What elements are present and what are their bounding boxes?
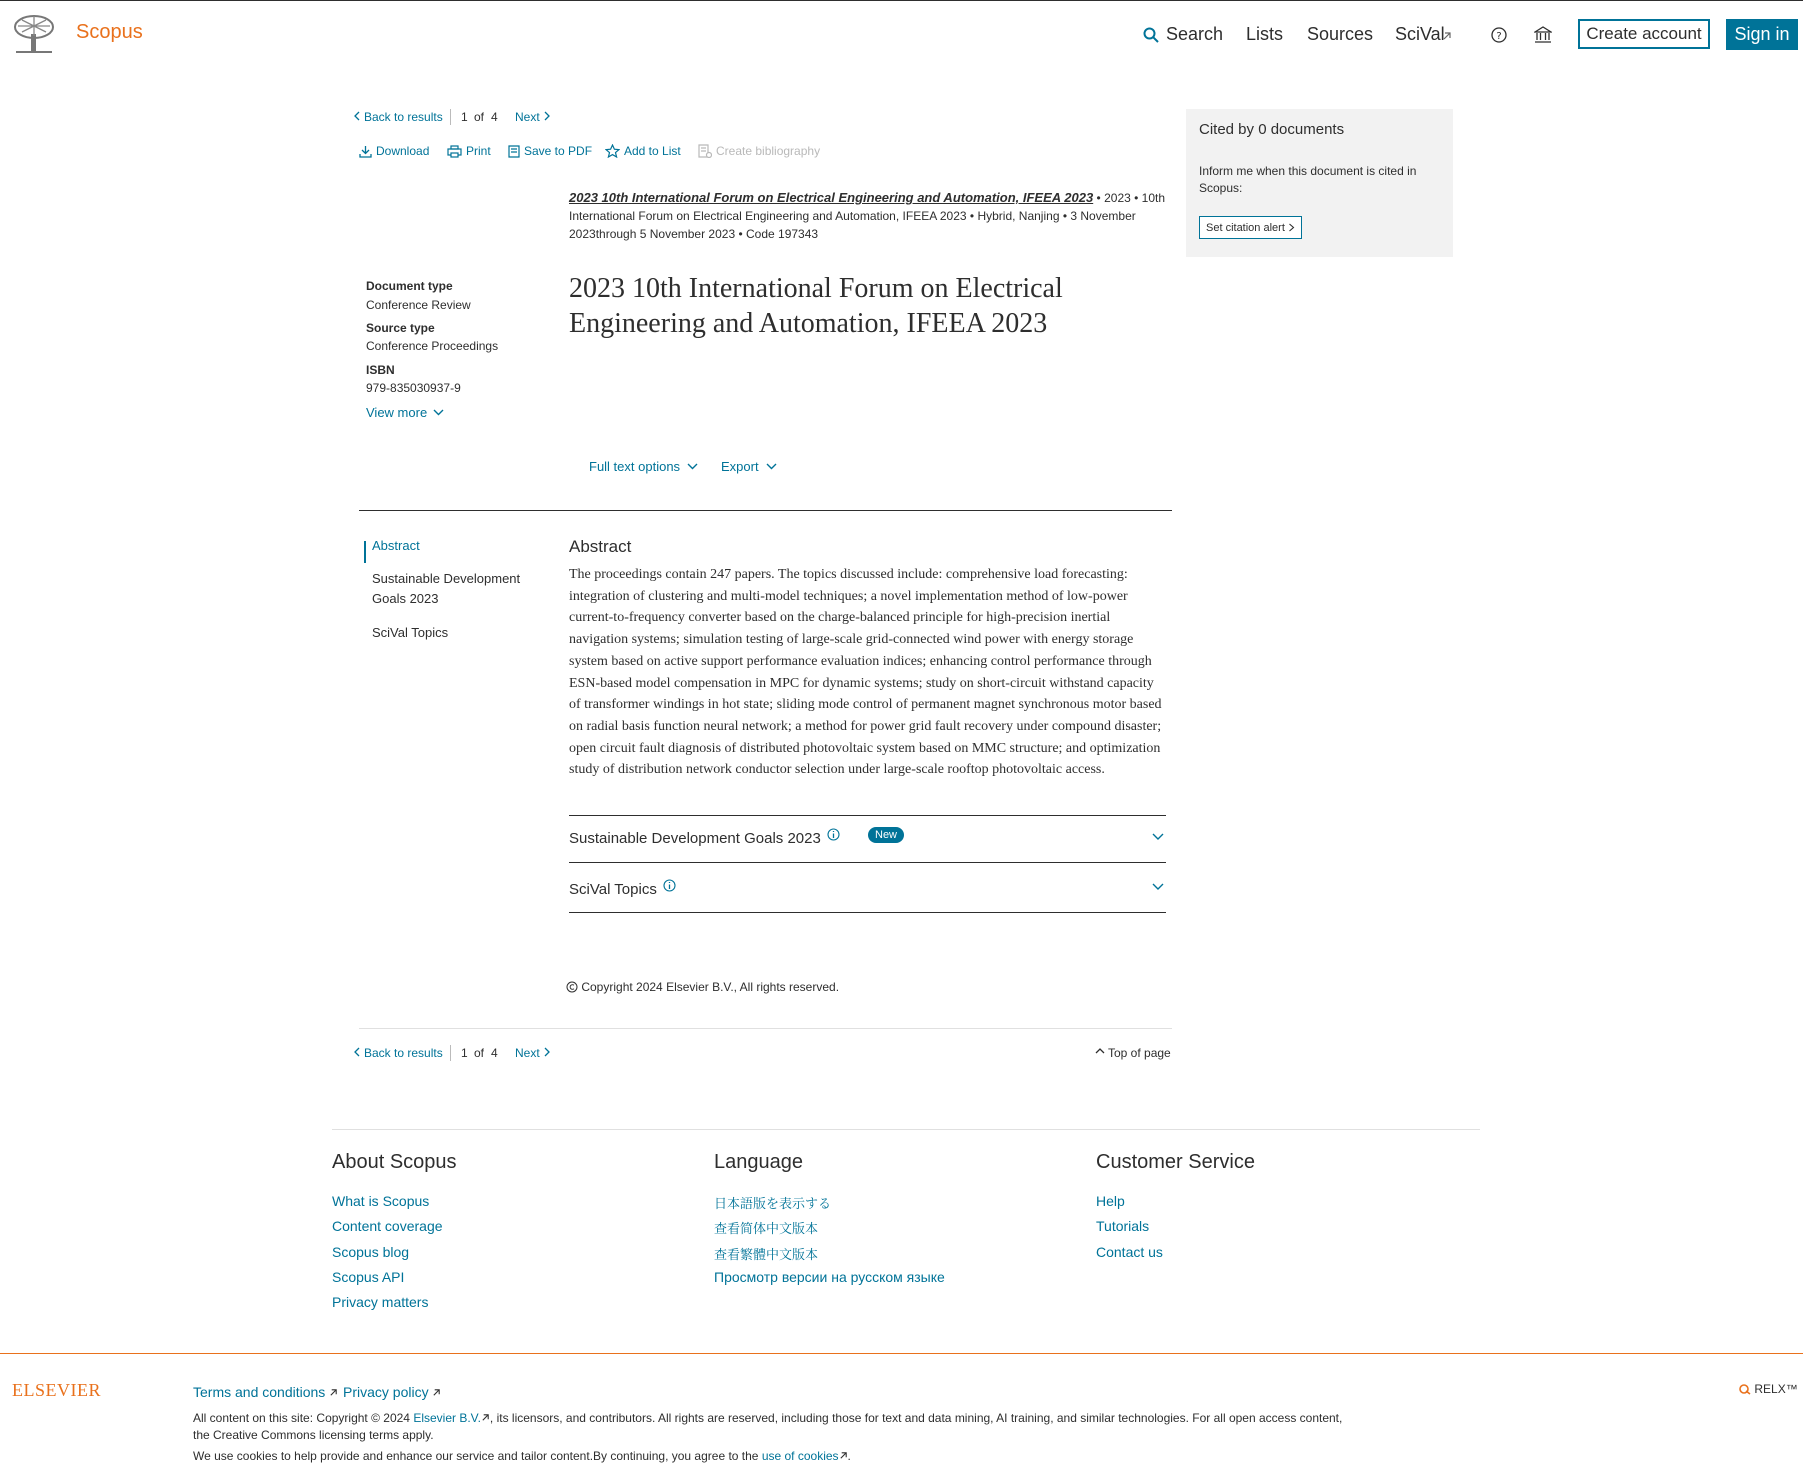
scival-accordion[interactable] — [569, 863, 1166, 912]
footer-copyright-prefix: All content on this site: Copyright © 2024 — [193, 1411, 410, 1425]
export-button[interactable] — [721, 459, 777, 474]
nav-lists[interactable]: Lists — [1246, 24, 1284, 44]
isbn-label: ISBN — [366, 363, 395, 377]
cited-by-text: Inform me when this document is cited in Scopus: — [1199, 164, 1417, 195]
chevron-right-icon — [543, 1047, 551, 1057]
set-citation-alert-button[interactable] — [1199, 216, 1302, 239]
create-bibliography-label: Create bibliography — [716, 144, 821, 158]
chevron-left-icon — [353, 1047, 361, 1057]
isbn-value: 979-835030937-9 — [366, 381, 461, 395]
relx-logo[interactable] — [1739, 1382, 1798, 1396]
search-icon[interactable] — [1143, 27, 1159, 43]
download-label: Download — [376, 144, 430, 158]
footer-link-what-is-scopus[interactable]: What is Scopus — [332, 1193, 430, 1209]
side-nav-active-indicator — [364, 541, 366, 563]
side-nav-sdg[interactable]: Sustainable Development Goals 2023 — [372, 571, 521, 606]
top-border — [0, 0, 1803, 1]
nav-search[interactable]: Search — [1166, 24, 1224, 44]
source-type-value: Conference Proceedings — [366, 339, 499, 353]
footer-service-heading: Customer Service — [1096, 1151, 1255, 1173]
source-year: 2023 — [1104, 191, 1131, 205]
new-badge: New — [868, 827, 904, 843]
side-nav-abstract[interactable]: Abstract — [372, 538, 420, 553]
full-text-options-button[interactable] — [589, 459, 698, 474]
set-citation-alert-label: Set citation alert — [1206, 221, 1285, 234]
pager-current: 1 — [461, 1046, 468, 1060]
view-more-button[interactable] — [366, 405, 444, 420]
save-pdf-button[interactable] — [508, 144, 592, 158]
svg-text:?: ? — [1496, 31, 1502, 42]
external-link-icon — [839, 1451, 848, 1460]
footer-link-russian[interactable]: Просмотр версии на русском языке — [714, 1269, 945, 1285]
footer-link-simplified-chinese[interactable]: 查看简体中文版本 — [714, 1222, 819, 1237]
sign-in-button[interactable]: Sign in — [1726, 19, 1798, 50]
external-link-icon — [481, 1413, 490, 1422]
chevron-down-icon[interactable] — [1152, 883, 1164, 891]
document-title: 2023 10th International Forum on Electrical Engineering and Automation, IFEEA 2023 — [569, 273, 1063, 339]
external-link-icon — [1442, 31, 1452, 41]
save-pdf-label: Save to PDF — [524, 144, 593, 158]
copyright-notice — [566, 980, 839, 994]
create-bibliography-button — [698, 144, 820, 158]
chevron-down-icon — [766, 463, 777, 470]
footer-link-scopus-blog[interactable]: Scopus blog — [332, 1244, 410, 1260]
back-to-results-link[interactable]: Back to results — [364, 1046, 443, 1060]
footer-link-tutorials[interactable]: Tutorials — [1096, 1218, 1150, 1234]
copyright-icon — [566, 981, 578, 993]
pager-total: 4 — [491, 110, 498, 124]
chevron-left-icon — [353, 111, 361, 121]
next-link[interactable]: Next — [515, 110, 540, 124]
privacy-label: Privacy policy — [343, 1384, 429, 1400]
bibliography-icon — [698, 144, 712, 158]
footer-link-japanese[interactable]: 日本語版を表示する — [714, 1197, 832, 1212]
footer-orange-divider — [0, 1353, 1803, 1354]
source-dates: 3 November 2023through 5 November 2023 — [569, 209, 1136, 241]
chevron-right-icon — [543, 111, 551, 121]
footer-link-contact-us[interactable]: Contact us — [1096, 1244, 1163, 1260]
export-label: Export — [721, 459, 759, 474]
sdg-accordion-title: Sustainable Development Goals 2023 — [569, 830, 821, 847]
download-icon — [359, 145, 372, 158]
scopus-logo[interactable]: Scopus — [76, 21, 143, 43]
print-label: Print — [466, 144, 491, 158]
add-to-list-button[interactable] — [605, 144, 681, 158]
section-divider — [359, 510, 1172, 511]
privacy-policy-link[interactable] — [343, 1384, 441, 1400]
next-link[interactable]: Next — [515, 1046, 540, 1060]
scival-accordion-title: SciVal Topics — [569, 881, 657, 898]
footer-about-heading: About Scopus — [332, 1151, 457, 1173]
footer-language-heading: Language — [714, 1151, 803, 1173]
footer-copyright-suffix: , its licensors, and contributors. All rights are reserved, including those for text and data mining, AI training, and similar technologies. For all open access content, the Creative Commons licensing terms apply. — [193, 1411, 1343, 1442]
footer-link-scopus-api[interactable]: Scopus API — [332, 1269, 405, 1285]
external-link-icon — [329, 1388, 338, 1397]
pager-divider — [450, 1045, 451, 1061]
create-account-button[interactable]: Create account — [1578, 19, 1710, 49]
footer-divider — [332, 1129, 1480, 1130]
print-button[interactable] — [447, 144, 491, 158]
pdf-icon — [508, 145, 520, 158]
relx-mark-icon — [1739, 1383, 1751, 1395]
info-icon[interactable] — [827, 828, 840, 841]
source-title-link[interactable]: 2023 10th International Forum on Electrical Engineering and Automation, IFEEA 2023 — [569, 190, 1094, 205]
source-conference: 10th International Forum on Electrical Engineering and Automation, IFEEA 2023 — [569, 191, 1166, 223]
full-text-label: Full text options — [589, 459, 681, 474]
pager-current: 1 — [461, 110, 468, 124]
source-type-label: Source type — [366, 321, 435, 335]
footer-link-content-coverage[interactable]: Content coverage — [332, 1218, 443, 1234]
elsevier-logo[interactable]: ELSEVIER — [12, 1380, 101, 1400]
footer-cookies-text: We use cookies to help provide and enhance our service and tailor content.By continuing, you agree to the use of cookies . — [193, 1449, 851, 1463]
chevron-up-icon — [1095, 1047, 1105, 1055]
footer-link-privacy-matters[interactable]: Privacy matters — [332, 1294, 429, 1310]
print-icon — [447, 145, 462, 158]
source-info: 2023 10th International Forum on Electrical Engineering and Automation, IFEEA 2023 • 2023 • 10th International Forum on Electrical Engineering and Automation, IFEEA 2023 • Hybrid, Nanjing • 3 November 2023through 5 November 2023 • Code 197343 — [569, 190, 1166, 241]
bottom-pager-divider — [359, 1028, 1172, 1029]
add-to-list-label: Add to List — [624, 144, 681, 158]
pager-of: of — [474, 1046, 485, 1060]
help-icon[interactable] — [1491, 27, 1507, 43]
accordion-divider — [569, 912, 1166, 913]
source-location: Hybrid, Nanjing — [977, 209, 1060, 223]
institution-icon[interactable] — [1534, 26, 1552, 44]
elsevier-bv-link[interactable]: Elsevier B.V. — [413, 1411, 481, 1425]
use-of-cookies-link[interactable]: use of cookies — [761, 1449, 839, 1463]
info-icon[interactable] — [663, 879, 676, 892]
footer-link-help[interactable]: Help — [1096, 1193, 1125, 1209]
chevron-down-icon[interactable] — [1152, 833, 1164, 841]
pager-total: 4 — [491, 1046, 498, 1060]
doc-type-value: Conference Review — [366, 298, 471, 312]
footer-copyright-text — [193, 1410, 1353, 1444]
chevron-right-icon — [1288, 223, 1295, 232]
top-of-page-link[interactable]: Top of page — [1108, 1046, 1171, 1060]
star-icon — [605, 144, 620, 158]
terms-and-conditions-link[interactable] — [193, 1384, 338, 1400]
footer-link-traditional-chinese[interactable]: 查看繁體中文版本 — [714, 1248, 819, 1263]
pager-of: of — [474, 110, 485, 124]
source-code: Code 197343 — [746, 227, 819, 241]
download-button[interactable] — [359, 144, 429, 158]
chevron-down-icon — [433, 409, 444, 416]
cited-by-title: Cited by 0 documents — [1199, 121, 1345, 138]
abstract-heading: Abstract — [569, 537, 632, 556]
abstract-text: The proceedings contain 247 papers. The topics discussed include: comprehensive load forecasting: integration of clustering and multi-model techniques; a novel implementation method of low-power current-to-frequency converter based on the charge-balanced principle for high-precision inertial navigation systems; simulation testing of large-scale grid-connected wind power with energy storage system based on active support performance evaluation indices; enhancing control performance through ESN-based model compensation in MPC for dynamic systems; study on short-circuit withstand capacity of transformer windings in hot state; sliding mode control of permanent magnet synchronous motor based on radial basis function neural network; a method for power grid fault recovery under compound disaster; open circuit fault diagnosis of distributed photovoltaic system based on MMC structure; and optimization study of distribution network conductor selection under large-scale rooftop photovoltaic access. — [569, 567, 1162, 778]
nav-sources[interactable]: Sources — [1307, 24, 1374, 44]
view-more-label: View more — [366, 405, 428, 420]
pager-divider — [450, 109, 451, 125]
external-link-icon — [432, 1388, 441, 1397]
terms-label: Terms and conditions — [193, 1384, 326, 1400]
relx-label: RELX™ — [1754, 1382, 1798, 1396]
footer-cookies-prefix: We use cookies to help provide and enhance our service and tailor content.By continuing, you agree to the — [193, 1449, 759, 1463]
doc-type-label: Document type — [366, 279, 453, 293]
side-nav-scival[interactable]: SciVal Topics — [372, 625, 449, 640]
back-to-results-link[interactable]: Back to results — [364, 110, 443, 124]
nav-scival[interactable]: SciVal — [1395, 24, 1445, 44]
copyright-text: Copyright 2024 Elsevier B.V., All rights reserved. — [581, 980, 840, 994]
chevron-down-icon — [687, 463, 698, 470]
elsevier-tree-icon[interactable] — [12, 14, 56, 54]
